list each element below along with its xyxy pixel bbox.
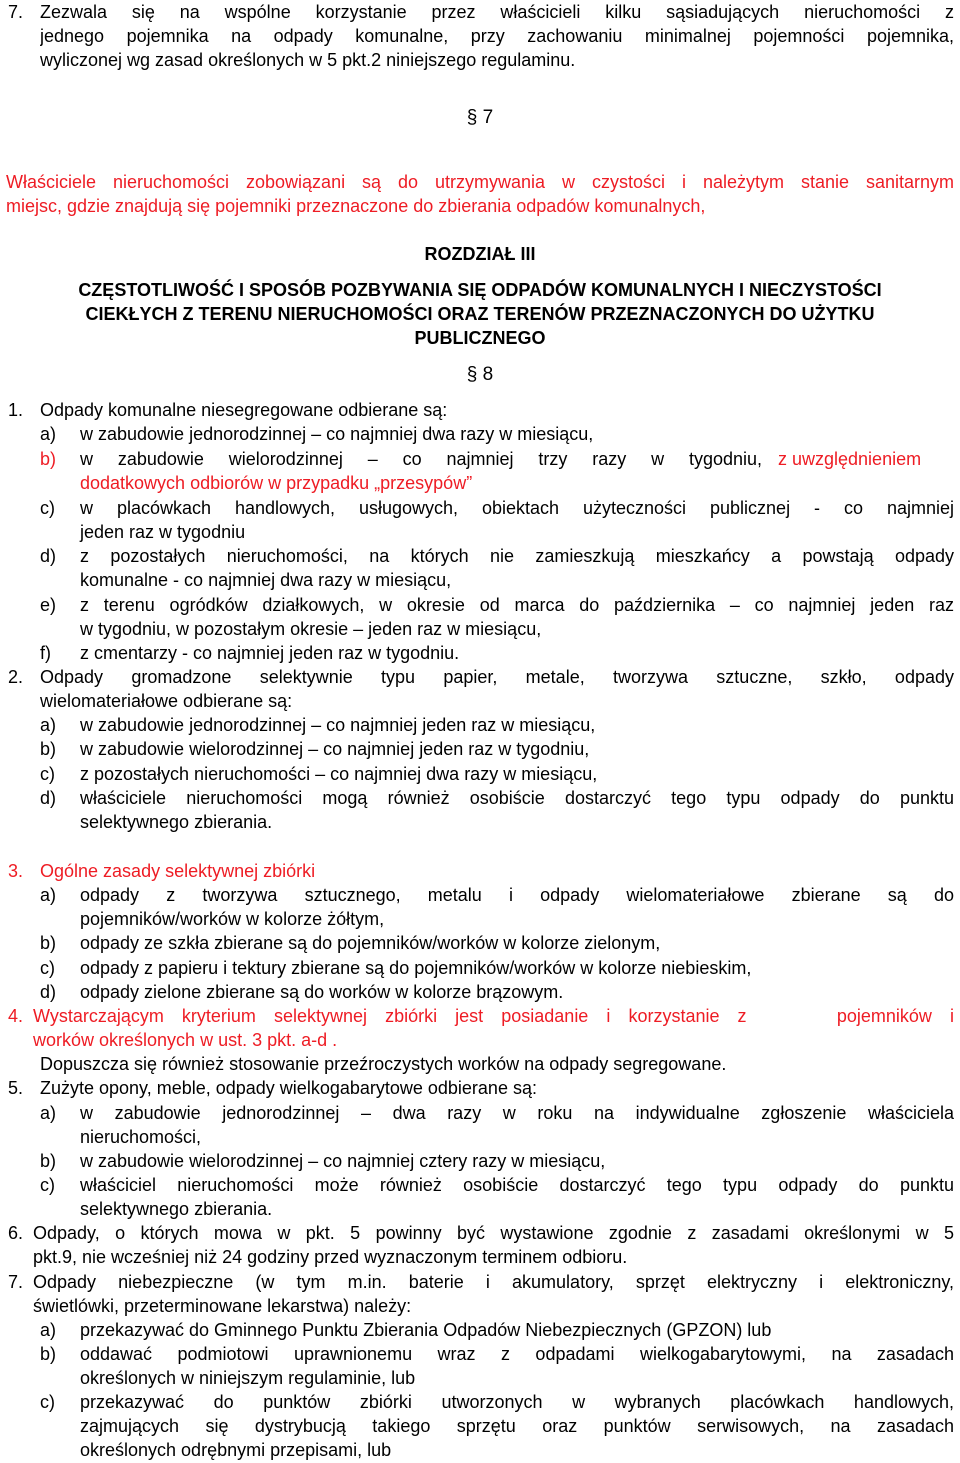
item-number: 7. [8, 2, 24, 22]
chapter-heading-line: PUBLICZNEGO [414, 328, 546, 348]
sub-letter: a) [40, 1103, 57, 1123]
paragraph-line: Zezwala się na wspólne korzystanie przez właścicieli kilku sąsiadujących nieruchomości z [40, 2, 954, 22]
sub-item-text: oddawać podmiotowi uprawnionemu wraz z odpadami wielkogabarytowymi, na zasadach [80, 1344, 954, 1364]
sub-letter: f) [40, 643, 51, 663]
sub-letter: c) [40, 1175, 55, 1195]
sub-item-text: w zabudowie jednorodzinnej – co najmniej jeden raz w miesiącu, [80, 715, 596, 735]
sub-letter: b) [40, 1344, 57, 1364]
sub-item-text: zajmujących się dystrybucją takiego sprzętu oraz punktów serwisowych, na zasadach [80, 1416, 954, 1436]
sub-letter: b) [40, 449, 57, 469]
sub-letter: d) [40, 788, 57, 808]
sub-item-text: nieruchomości, [80, 1127, 202, 1147]
sub-letter: b) [40, 1151, 57, 1171]
sub-letter: d) [40, 546, 57, 566]
sub-item-text: w tygodniu, w pozostałym okresie – jeden raz w miesiącu, [80, 619, 542, 639]
item-text: Odpady gromadzone selektywnie typu papier, metale, tworzywa sztuczne, szkło, odpady [40, 667, 954, 687]
item-text-red: worków określonych w ust. 3 pkt. a-d . [33, 1030, 338, 1050]
sub-item-text: przekazywać do Gminnego Punktu Zbierania Odpadów Niebezpiecznych (GPZON) lub [80, 1320, 772, 1340]
sub-item-text: określonych odrębnymi przepisami, lub [80, 1440, 392, 1460]
item-text: Dopuszcza się również stosowanie przeźroczystych worków na odpady segregowane. [40, 1054, 727, 1074]
sub-item-text: jeden raz w tygodniu [80, 522, 246, 542]
sub-item-text: odpady z tworzywa sztucznego, metalu i odpady wielomateriałowe zbierane są do [80, 885, 954, 905]
sub-letter: d) [40, 982, 57, 1002]
sub-letter: b) [40, 739, 57, 759]
sub-letter: b) [40, 933, 57, 953]
item-text: pkt.9, nie wcześniej niż 24 godziny przed wyznaczonym terminem odbioru. [33, 1247, 628, 1267]
sub-item-text: z terenu ogródków działkowych, w okresie od marca do października – co najmniej jeden raz [80, 595, 954, 615]
sub-item-text: komunalne - co najmniej dwa razy w miesiącu, [80, 570, 452, 590]
chapter-heading-line: CIEKŁYCH Z TERENU NIERUCHOMOŚCI ORAZ TERENÓW PRZEZNACZONYCH DO UŻYTKU [85, 304, 875, 324]
sub-letter: c) [40, 958, 55, 978]
item-text: Odpady niebezpieczne (w tym m.in. baterie i akumulatory, sprzęt elektryczny i elektroniczny, [33, 1272, 954, 1292]
sub-letter: c) [40, 498, 55, 518]
item-number: 1. [8, 400, 24, 420]
section-heading: § 8 [466, 364, 494, 385]
section-heading: § 7 [466, 107, 494, 128]
sub-item-text: właściciel nieruchomości może również osobiście dostarczyć tego typu odpady do punktu [80, 1175, 954, 1195]
sub-item-text: z pozostałych nieruchomości, na których nie zamieszkują mieszkańcy a powstają odpady [80, 546, 954, 566]
sub-item-text: w zabudowie jednorodzinnej – co najmniej dwa razy w miesiącu, [80, 424, 594, 444]
sub-item-text: z cmentarzy - co najmniej jeden raz w tygodniu. [80, 643, 460, 663]
paragraph-line: wyliczonej wg zasad określonych w 5 pkt.2 niniejszego regulaminu. [40, 50, 576, 70]
sub-item-text: selektywnego zbierania. [80, 812, 273, 832]
item-number: 2. [8, 667, 24, 687]
sub-letter: a) [40, 885, 57, 905]
paragraph-line: miejsc, gdzie znajdują się pojemniki przeznaczone do zbierania odpadów komunalnych, [6, 196, 706, 216]
sub-item-text: określonych w niniejszym regulaminie, lub [80, 1368, 416, 1388]
item-text: wielomateriałowe odbierane są: [40, 691, 293, 711]
sub-letter: a) [40, 715, 57, 735]
sub-item-text: przekazywać do punktów zbiórki utworzonych w wybranych placówkach handlowych, [80, 1392, 954, 1412]
sub-item-text-red: z uwzględnieniem [778, 449, 922, 469]
item-number: 4. [8, 1006, 24, 1026]
item-number: 5. [8, 1078, 24, 1098]
item-number: 6. [8, 1223, 24, 1243]
item-text-red: Ogólne zasady selektywnej zbiórki [40, 861, 316, 881]
item-text: Zużyte opony, meble, odpady wielkogabarytowe odbierane są: [40, 1078, 537, 1098]
sub-item-text-red: dodatkowych odbiorów w przypadku „przesypów” [80, 473, 473, 493]
item-text: Odpady, o których mowa w pkt. 5 powinny być wystawione zgodnie z zasadami określonymi w 5 [33, 1223, 954, 1243]
sub-item-text: właściciele nieruchomości mogą również osobiście dostarczyć tego typu odpady do punktu [80, 788, 954, 808]
item-number: 3. [8, 861, 24, 881]
sub-letter: c) [40, 1392, 55, 1412]
item-text: Odpady komunalne niesegregowane odbierane są: [40, 400, 448, 420]
sub-item-text: z pozostałych nieruchomości – co najmniej dwa razy w miesiącu, [80, 764, 598, 784]
sub-letter: a) [40, 424, 57, 444]
sub-item-text: odpady ze szkła zbierane są do pojemników/worków w kolorze zielonym, [80, 933, 661, 953]
sub-item-text: w placówkach handlowych, usługowych, obiektach użyteczności publicznej - co najmniej [80, 498, 954, 518]
sub-item-text: w zabudowie wielorodzinnej – co najmniej cztery razy w miesiącu, [80, 1151, 606, 1171]
paragraph-line: jednego pojemnika na odpady komunalne, przy zachowaniu minimalnej pojemności pojemnika, [40, 26, 954, 46]
item-text: świetlówki, przeterminowane lekarstwa) należy: [33, 1296, 412, 1316]
sub-item-text: w zabudowie wielorodzinnej – co najmniej trzy razy w tygodniu, [80, 449, 762, 469]
sub-letter: e) [40, 595, 57, 615]
item-number: 7. [8, 1272, 24, 1292]
chapter-heading-line: CZĘSTOTLIWOŚĆ I SPOSÓB POZBYWANIA SIĘ ODPADÓW KOMUNALNYCH I NIECZYSTOŚCI [78, 280, 882, 300]
sub-item-text: w zabudowie wielorodzinnej – co najmniej jeden raz w tygodniu, [80, 739, 590, 759]
chapter-title: ROZDZIAŁ III [424, 244, 536, 264]
item-text-red: Wystarczającym kryterium selektywnej zbiórki jest posiadanie i korzystanie z pojemników i [33, 1006, 954, 1026]
sub-letter: c) [40, 764, 55, 784]
sub-item-text: odpady z papieru i tektury zbierane są do pojemników/worków w kolorze niebieskim, [80, 958, 752, 978]
sub-letter: a) [40, 1320, 57, 1340]
paragraph-line: Właściciele nieruchomości zobowiązani są do utrzymywania w czystości i należytym stanie sanitarnym [6, 172, 954, 192]
sub-item-text: w zabudowie jednorodzinnej – dwa razy w roku na indywidualne zgłoszenie właściciela [80, 1103, 954, 1123]
sub-item-text: pojemników/worków w kolorze żółtym, [80, 909, 385, 929]
sub-item-text: selektywnego zbierania. [80, 1199, 273, 1219]
sub-item-text: odpady zielone zbierane są do worków w kolorze brązowym. [80, 982, 564, 1002]
